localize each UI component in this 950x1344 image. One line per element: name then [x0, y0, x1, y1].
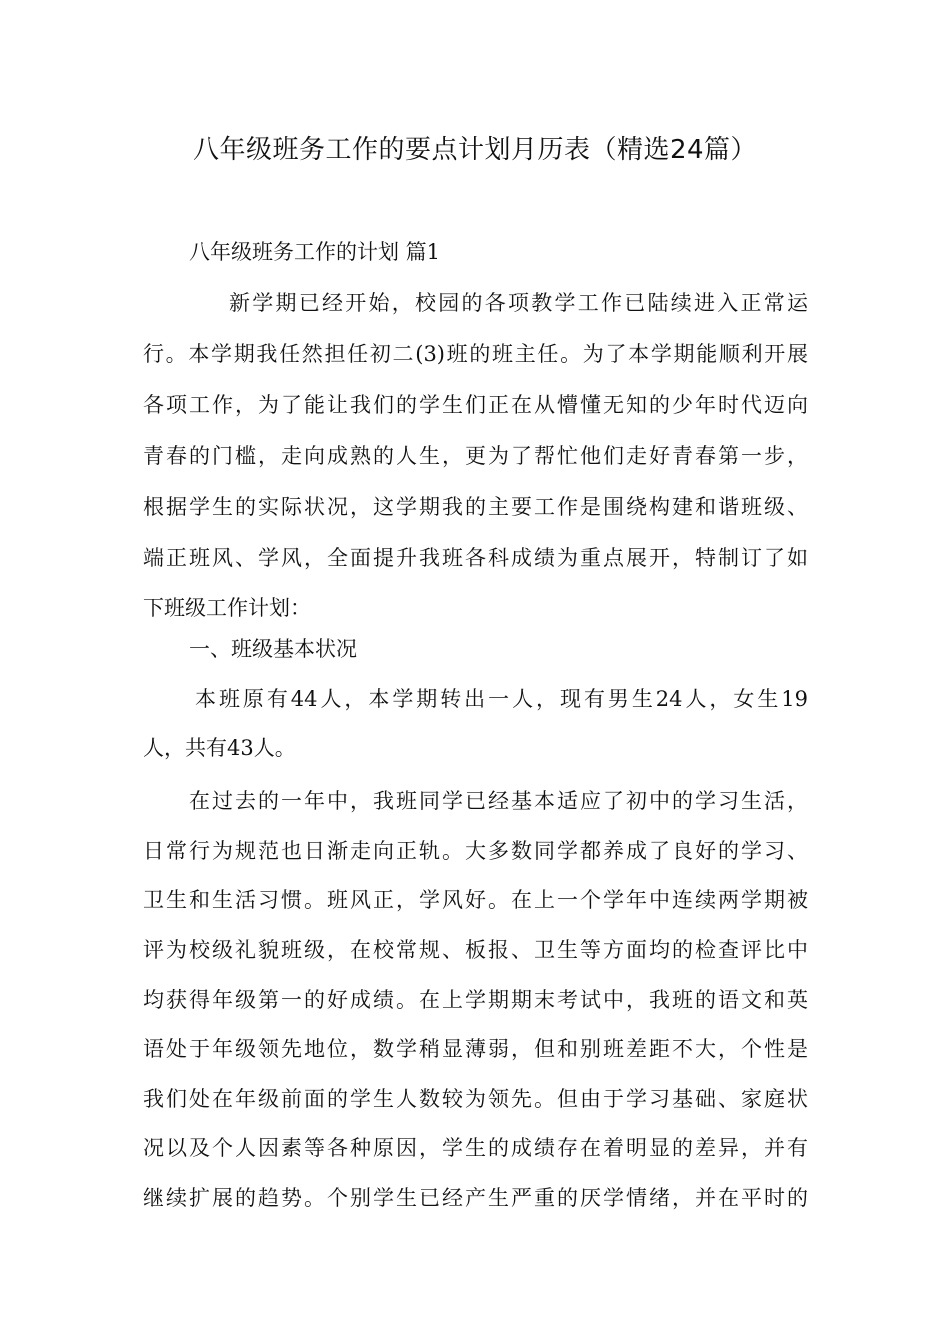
paragraph-line: 根据学生的实际状况，这学期我的主要工作是围绕构建和谐班级、 — [143, 495, 808, 519]
subsection-heading: 一、班级基本状况 — [189, 637, 357, 661]
paragraph-line: 本班原有44人，本学期转出一人，现有男生24人，女生19 — [195, 687, 808, 711]
paragraph-line: 新学期已经开始，校园的各项教学工作已陆续进入正常运 — [229, 291, 808, 315]
paragraph-line: 在过去的一年中，我班同学已经基本适应了初中的学习生活， — [189, 789, 808, 813]
paragraph-line: 卫生和生活习惯。班风正，学风好。在上一个学年中连续两学期被 — [143, 888, 808, 912]
paragraph-line: 人，共有43人。 — [143, 736, 296, 760]
paragraph-line: 我们处在年级前面的学生人数较为领先。但由于学习基础、家庭状 — [143, 1087, 808, 1111]
paragraph-line: 评为校级礼貌班级，在校常规、板报、卫生等方面均的检查评比中 — [143, 938, 808, 962]
paragraph-line: 各项工作，为了能让我们的学生们正在从懵懂无知的少年时代迈向 — [143, 393, 808, 417]
paragraph-line: 下班级工作计划： — [143, 596, 311, 620]
paragraph-line: 青春的门槛，走向成熟的人生，更为了帮忙他们走好青春第一步， — [143, 444, 808, 468]
paragraph-line: 语处于年级领先地位，数学稍显薄弱，但和别班差距不大，个性是 — [143, 1037, 808, 1061]
paragraph-line: 况以及个人因素等各种原因，学生的成绩存在着明显的差异，并有 — [143, 1136, 808, 1160]
paragraph-line: 继续扩展的趋势。个别学生已经产生严重的厌学情绪，并在平时的 — [143, 1186, 808, 1210]
paragraph-line: 均获得年级第一的好成绩。在上学期期末考试中，我班的语文和英 — [143, 988, 808, 1012]
paragraph-line: 端正班风、学风，全面提升我班各科成绩为重点展开，特制订了如 — [143, 546, 808, 570]
section-heading: 八年级班务工作的计划 篇1 — [189, 240, 441, 264]
paragraph-line: 日常行为规范也日渐走向正轨。大多数同学都养成了良好的学习、 — [143, 839, 808, 863]
paragraph-line: 行。本学期我任然担任初二(3)班的班主任。为了本学期能顺利开展 — [143, 342, 808, 366]
document-title: 八年级班务工作的要点计划月历表（精选24篇） — [192, 135, 758, 165]
